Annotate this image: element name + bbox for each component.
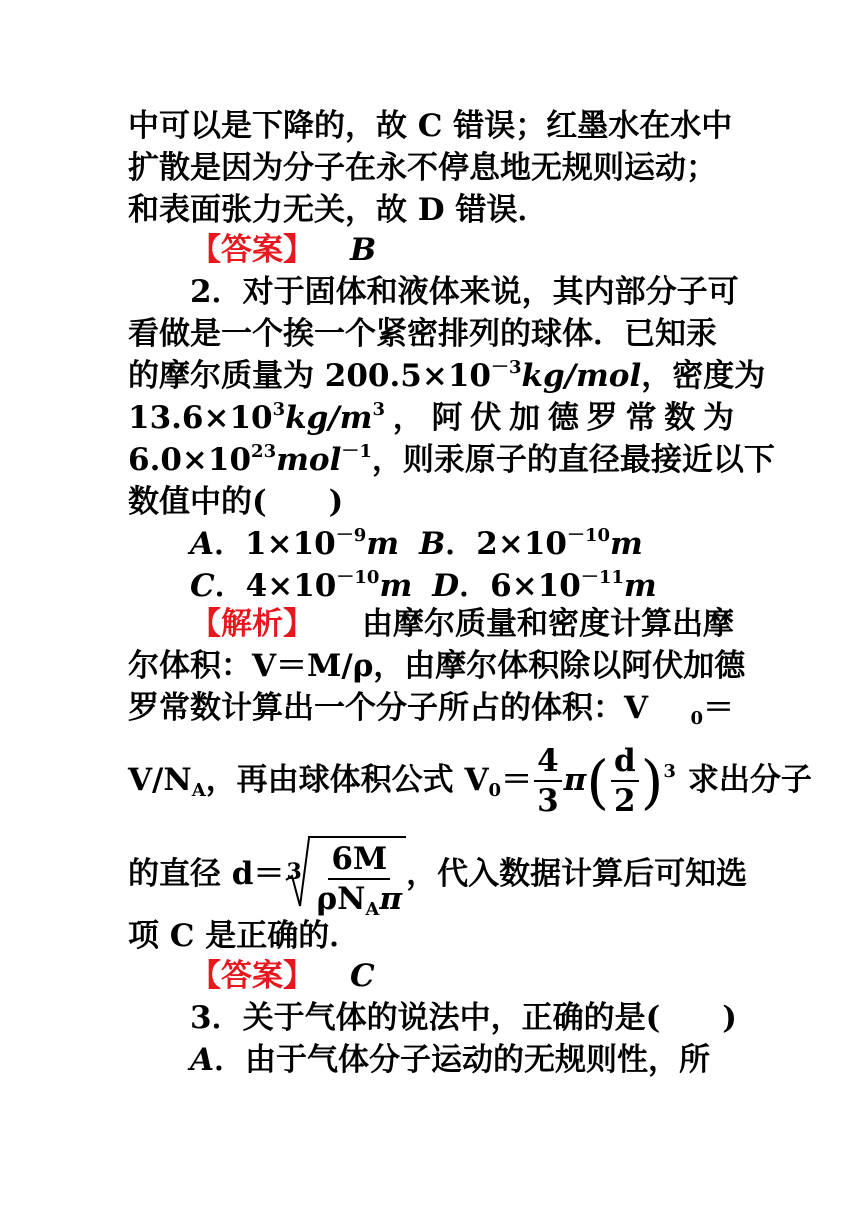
molar-mass-text: 的摩尔质量为 200.5×10	[128, 358, 491, 394]
exponent: －3	[490, 357, 522, 378]
question-2-line-1: 2．对于固体和液体来说，其内部分子可	[190, 274, 739, 310]
left-paren: (	[586, 747, 609, 816]
text-segment: ，密度为	[641, 358, 766, 394]
option-a: A．$1\times 10^{-9}m$	[190, 525, 400, 562]
fraction-6M-over-rhoNApi: $\frac{6M}{\rho N_A\pi}$	[316, 841, 403, 920]
question-2-line-3	[128, 356, 766, 396]
analysis-line-1	[190, 604, 734, 644]
fraction-d-over-2: $\frac{d}{2}$	[611, 746, 639, 817]
analysis-line-3: 罗常数计算出一个分子所占的体积：V $_0$＝	[128, 690, 734, 729]
pi-symbol: π	[563, 762, 587, 798]
text-segment: 的直径 d＝	[128, 856, 285, 892]
question-3-option-a: A．由于气体分子运动的无规则性，所	[190, 1042, 711, 1078]
analysis-line-2: 尔体积：V＝M/ρ，由摩尔体积除以阿伏加德	[128, 648, 746, 684]
answer-line-2	[190, 956, 734, 996]
char: ，	[392, 400, 424, 436]
char: 数	[664, 400, 696, 436]
text-segment: ，再由球体积公式 V	[205, 762, 489, 798]
question-2-line-4	[128, 398, 734, 438]
option-d: D．$6\times 10^{-11}m$	[432, 567, 657, 604]
avogadro-value: 6.0×10	[128, 442, 252, 478]
analysis-label: 【解析】	[190, 606, 314, 642]
question-2-line-5: $6.0\times 10^{23}mol^{-1}$，则汞原子的直径最接近以下	[128, 441, 775, 478]
char: 为	[703, 400, 734, 436]
text-line-3: 和表面张力无关，故 D 错误．	[128, 192, 549, 228]
right-paren: )	[640, 747, 664, 816]
char: 罗	[586, 400, 618, 436]
density-value: $13.6\times 10^3kg/m^3$	[128, 399, 385, 436]
unit: kg/mol	[521, 358, 642, 394]
text-segment: ，代入数据计算后可知选	[406, 856, 748, 892]
char: 伏	[470, 400, 502, 436]
analysis-line-5	[128, 832, 748, 920]
char: 德	[547, 400, 579, 436]
radical-sign-icon	[284, 836, 310, 910]
answer-label: 【答案】	[190, 958, 314, 994]
text-segment: V/N	[128, 762, 192, 798]
answer-value: C	[350, 958, 375, 994]
options-row-2	[190, 566, 734, 606]
text-segment: 求出分子	[687, 762, 812, 798]
analysis-line-4: $V/N_A$，再由球体积公式 $V_0=$ $\frac{4}{3}$ π( $\frac{d}{2}$ )$^3$ 求出分子	[128, 743, 812, 819]
answer-value: B	[350, 232, 377, 268]
analysis-line-6: 项 C 是正确的．	[128, 918, 361, 954]
question-2-line-2: 看做是一个挨一个紧密排列的球体．已知汞	[128, 316, 717, 352]
fraction-four-thirds: $\frac{4}{3}$	[534, 746, 562, 817]
options-row-1	[190, 524, 734, 564]
text-segment: ，则汞原子的直径最接近以下	[371, 442, 775, 478]
answer-label: 【答案】	[190, 232, 314, 268]
question-3-line-1: 3．关于气体的说法中，正确的是( )	[190, 1000, 737, 1036]
text-segment: 由摩尔质量和密度计算出摩	[362, 606, 734, 642]
char: 加	[509, 400, 541, 436]
option-b: B．$2\times 10^{-10}m$	[419, 525, 643, 562]
text-segment: 罗常数计算出一个分子所占的体积：V	[128, 690, 649, 726]
char: 阿	[431, 400, 463, 436]
text-line-1: 中可以是下降的，故 C 错误；红墨水在水中	[128, 108, 733, 144]
option-c: C．$4\times 10^{-10}m$	[190, 567, 413, 604]
char: 常	[625, 400, 657, 436]
answer-line-1	[190, 230, 734, 270]
text-line-2: 扩散是因为分子在永不停息地无规则运动；	[128, 150, 717, 186]
question-2-line-6: 数值中的( )	[128, 484, 344, 520]
cube-root-expression: 3 $\frac{6M}{\rho N_A\pi}$	[284, 836, 406, 915]
